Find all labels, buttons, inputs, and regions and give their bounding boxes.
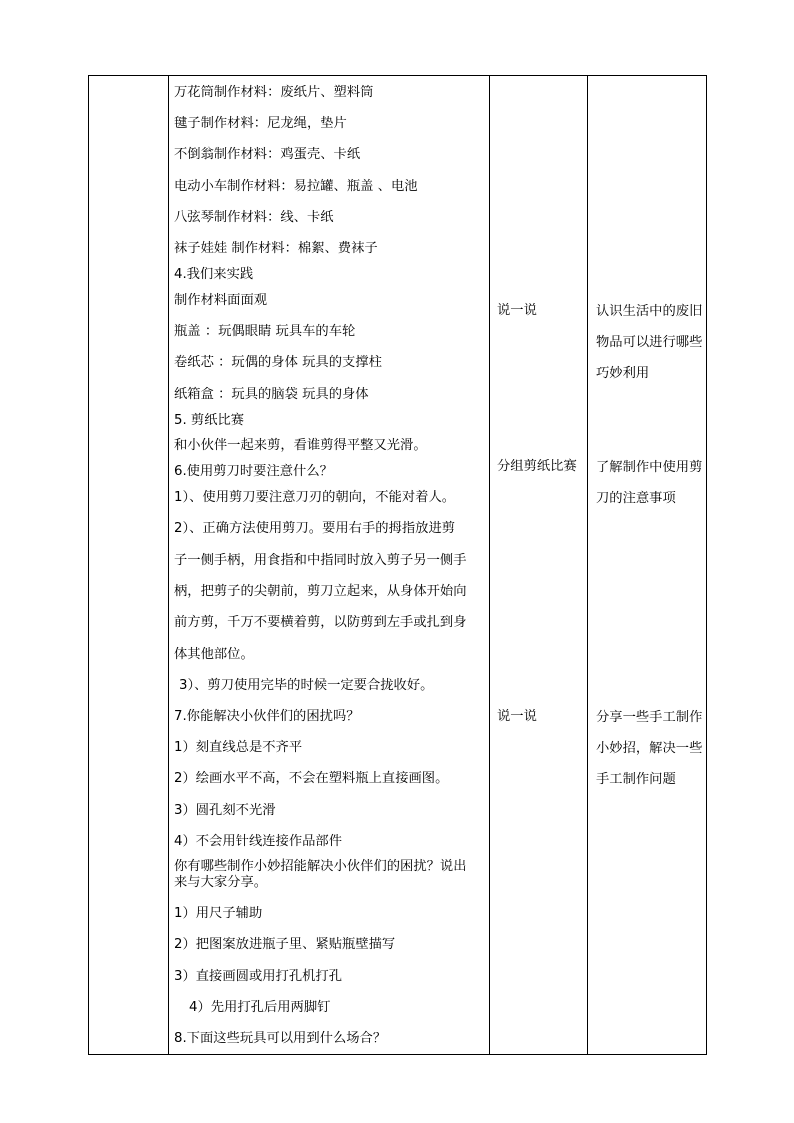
content-line: 子一侧手柄，用食指和中指同时放入剪子另一侧手 bbox=[174, 553, 467, 568]
activity-cell: 分组剪纸比赛 bbox=[497, 459, 577, 474]
purpose-cell: 分享一些手工制作小妙招，解决一些手工制作问题 bbox=[596, 710, 703, 787]
activity-cell: 说一说 bbox=[497, 303, 537, 318]
content-line: 瓶盖 ：玩偶眼睛 玩具车的车轮 bbox=[174, 324, 356, 339]
content-line: 毽子制作材料：尼龙绳，垫片 bbox=[174, 116, 347, 131]
content-line: 3）直接画圆或用打孔机打孔 bbox=[174, 969, 343, 984]
content-line: 前方剪，千万不要横着剪，以防剪到左手或扎到身 bbox=[174, 615, 467, 630]
content-line: 八弦琴制作材料：线、卡纸 bbox=[174, 210, 334, 225]
section-heading: 5. 剪纸比赛 bbox=[174, 413, 245, 428]
content-line: 万花筒制作材料：废纸片、塑料筒 bbox=[174, 85, 374, 100]
content-line: 1）、使用剪刀要注意刀刃的朝向，不能对着人。 bbox=[174, 490, 456, 505]
lesson-table bbox=[88, 75, 707, 1055]
column-divider bbox=[168, 76, 169, 1054]
content-line: 体其他部位。 bbox=[174, 647, 254, 662]
content-line: 纸箱盒 ：玩具的脑袋 玩具的身体 bbox=[174, 387, 369, 402]
content-line: 4）不会用针线连接作品部件 bbox=[174, 834, 343, 849]
column-divider bbox=[587, 76, 588, 1054]
content-line: 电动小车制作材料：易拉罐、瓶盖 、电池 bbox=[174, 179, 418, 194]
content-line: 1）刻直线总是不齐平 bbox=[174, 740, 303, 755]
content-line: 和小伙伴一起来剪，看谁剪得平整又光滑。 bbox=[174, 438, 427, 453]
content-line: 2）把图案放进瓶子里、紧贴瓶壁描写 bbox=[174, 937, 396, 952]
section-heading: 8.下面这些玩具可以用到什么场合？ bbox=[174, 1031, 387, 1046]
content-line: 不倒翁制作材料：鸡蛋壳、卡纸 bbox=[174, 147, 361, 162]
activity-cell: 说一说 bbox=[497, 709, 537, 724]
section-heading: 4.我们来实践 bbox=[174, 267, 254, 282]
content-line: 制作材料面面观 bbox=[174, 293, 268, 308]
content-line: 2）、正确方法使用剪刀。要用右手的拇指放进剪 bbox=[174, 521, 456, 536]
purpose-cell: 认识生活中的废旧物品可以进行哪些巧妙利用 bbox=[596, 304, 703, 381]
content-line: 柄，把剪子的尖朝前，剪刀立起来，从身体开始向 bbox=[174, 584, 467, 599]
content-line: 1）用尺子辅助 bbox=[174, 906, 263, 921]
column-divider bbox=[489, 76, 490, 1054]
content-line: 袜子娃娃 制作材料：棉絮、费袜子 bbox=[174, 241, 378, 256]
purpose-cell: 了解制作中使用剪刀的注意事项 bbox=[596, 460, 703, 506]
section-heading: 6.使用剪刀时要注意什么？ bbox=[174, 464, 333, 479]
content-line: 4）先用打孔后用两脚钉 bbox=[189, 1000, 331, 1015]
content-line: 3）圆孔刻不光滑 bbox=[174, 803, 276, 818]
content-line: 你有哪些制作小妙招能解决小伙伴们的困扰？说出来与大家分享。 bbox=[174, 859, 467, 890]
content-line: 2）绘画水平不高，不会在塑料瓶上直接画图。 bbox=[174, 771, 449, 786]
content-line: 卷纸芯 ：玩偶的身体 玩具的支撑柱 bbox=[174, 355, 382, 370]
content-line: 3）、剪刀使用完毕的时候一定要合拢收好。 bbox=[179, 678, 434, 693]
section-heading: 7.你能解决小伙伴们的困扰吗？ bbox=[174, 709, 360, 724]
